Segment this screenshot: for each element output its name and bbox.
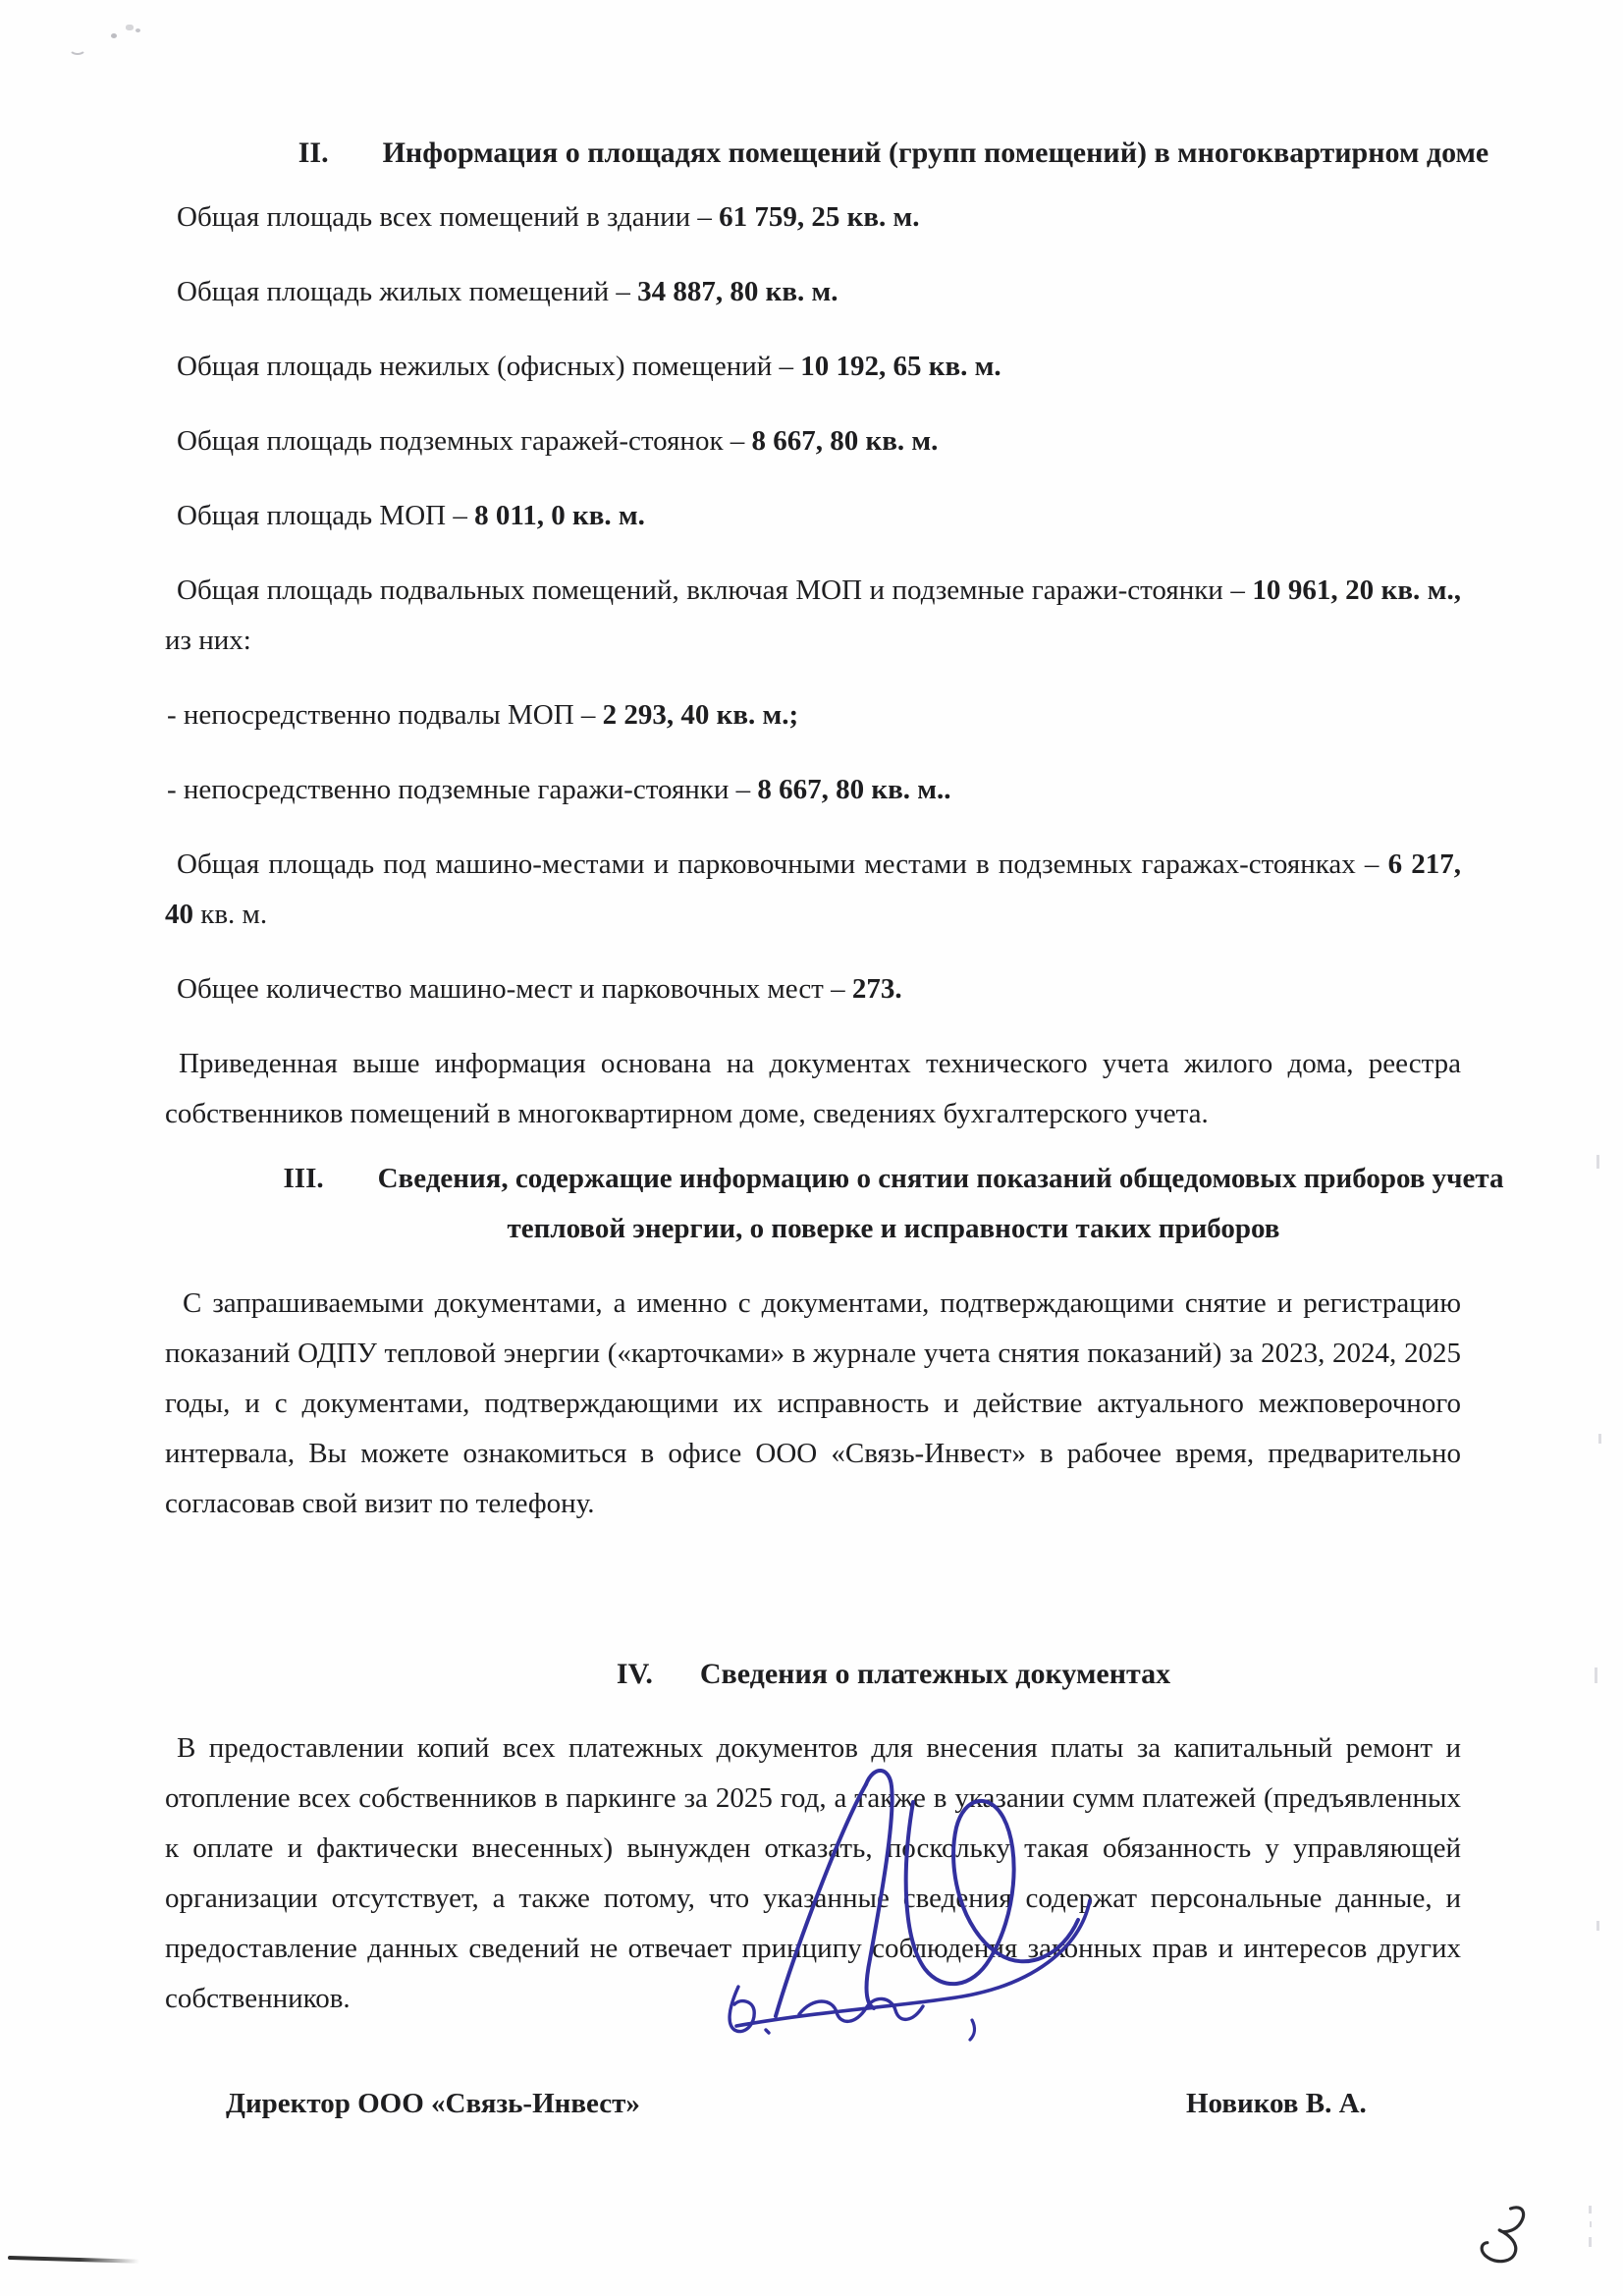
area-value: 61 759, 25 кв. м. — [719, 201, 920, 233]
areas-list — [165, 192, 1461, 1164]
area-value: 8 667, 80 кв. м. — [751, 425, 939, 457]
scan-tick — [1595, 1667, 1597, 1683]
area-list-item: Общая площадь жилых помещений – 34 887, 80 кв. м. — [177, 276, 839, 307]
area-value: 34 887, 80 кв. м. — [637, 276, 839, 307]
area-value: 8 667, 80 кв. м.. — [757, 774, 951, 805]
area-value: 273. — [851, 973, 902, 1005]
area-list-item: Общая площадь под машино-местами и парковочными местами в подземных гаражах-стоянках – 6 217, 40 кв. м. — [165, 848, 1462, 930]
scan-tick — [1596, 1921, 1599, 1931]
area-list-item: Общая площадь подземных гаражей-стоянок – 8 667, 80 кв. м. — [177, 425, 939, 457]
scan-tick — [1596, 1155, 1599, 1169]
scan-tick — [1589, 2206, 1592, 2214]
section-ii-numeral: II. — [298, 137, 329, 169]
scan-tick — [1589, 2237, 1592, 2247]
scan-tick — [1590, 2221, 1592, 2227]
scan-edge-line — [8, 2256, 139, 2264]
area-value: 10 961, 20 кв. м., — [1252, 574, 1461, 606]
section-iii-paragraph: С запрашиваемыми документами, а именно с документами, подтверждающими снятие и регистрацию показаний ОДПУ тепловой энергии («карточками» в журнале учета снятия показаний) за 2023, 2024, 2025 годы, и с документами, подтверждающими их исправность и действие актуального межповерочного интервала, Вы можете ознакомиться в офисе ООО «Связь-Инвест» в рабочее время, предварительно согласовав свой визит по телефону. — [165, 1287, 1461, 1519]
section-iii-heading — [167, 1154, 1620, 1254]
scan-speck — [135, 28, 140, 32]
section-iv-numeral: IV. — [616, 1658, 653, 1690]
area-list-item: Общее количество машино-мест и парковочных мест – 273. — [177, 973, 902, 1005]
section-ii-closing-paragraph: Приведенная выше информация основана на документах технического учета жилого дома, реестра собственников помещений в многоквартирном доме, сведениях бухгалтерского учета. — [165, 1048, 1461, 1129]
signer-title: Директор ООО «Связь-Инвест» — [226, 2088, 640, 2119]
scan-speck — [69, 41, 86, 55]
section-iii-title-line1: Сведения, содержащие информацию о снятии показаний общедомовых приборов учета — [377, 1163, 1504, 1194]
area-list-item: Общая площадь подвальных помещений, включая МОП и подземные гаражи-стоянки – 10 961, 20 кв. м., из них: — [165, 574, 1461, 656]
area-value: 6 217, 40 — [165, 848, 1462, 930]
area-value: 8 011, 0 кв. м. — [474, 500, 645, 531]
section-iii-title-line2: тепловой энергии, о поверке и исправности таких приборов — [507, 1213, 1280, 1244]
scan-speck — [126, 25, 134, 30]
area-list-item: - непосредственно подземные гаражи-стоянки – 8 667, 80 кв. м.. — [167, 774, 951, 805]
handwritten-signature — [677, 1763, 1100, 2043]
signer-name: Новиков В. А. — [1186, 2088, 1367, 2119]
signature-row — [0, 2079, 1623, 2129]
section-iii-numeral: III. — [283, 1163, 324, 1194]
area-list-item: Общая площадь МОП – 8 011, 0 кв. м. — [177, 500, 645, 531]
section-iii-heading-line1 — [167, 1154, 1620, 1204]
section-iv-heading — [167, 1649, 1620, 1699]
scan-tick — [1598, 1434, 1601, 1444]
area-list-item: - непосредственно подвалы МОП – 2 293, 40 кв. м.; — [167, 699, 799, 731]
area-list-item: Общая площадь всех помещений в здании – 61 759, 25 кв. м. — [177, 201, 920, 233]
section-iv-paragraph: В предоставлении копий всех платежных документов для внесения платы за капитальный ремонт и отопление всех собственников в паркинге за 2025 год, а также в указании сумм платежей (предъявленных к оплате и фактически внесенных) вынужден отказать, поскольку такая обязанность у управляющей организации отсутствует, а также потому, что указанные сведения содержат персональные данные, и предоставление данных сведений не отвечает принципу соблюдения законных прав и интересов других собственников. — [165, 1732, 1461, 2014]
section-ii-title: Информация о площадях помещений (групп помещений) в многоквартирном доме — [382, 137, 1489, 169]
section-iv-title: Сведения о платежных документах — [699, 1658, 1171, 1690]
area-value: 2 293, 40 кв. м.; — [602, 699, 799, 731]
handwritten-page-number — [1470, 2197, 1532, 2267]
area-value: 10 192, 65 кв. м. — [800, 351, 1001, 382]
scan-speck — [111, 33, 117, 38]
area-list-item: Общая площадь нежилых (офисных) помещений – 10 192, 65 кв. м. — [177, 351, 1001, 382]
section-ii-heading — [167, 128, 1620, 178]
